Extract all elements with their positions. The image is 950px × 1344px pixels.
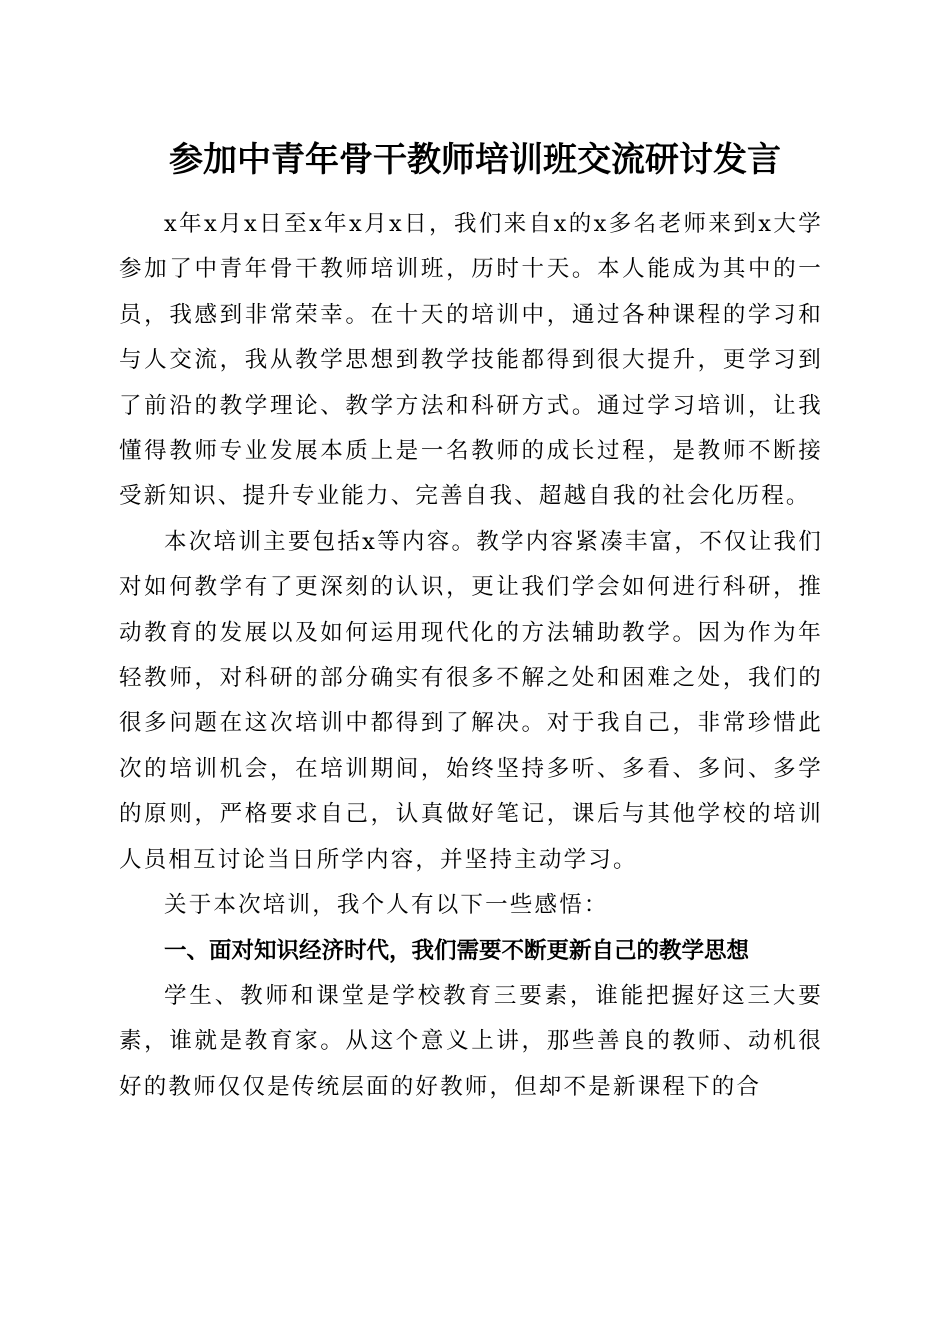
body-paragraph-intro: x年x月x日至x年x月x日，我们来自x的x多名老师来到x大学参加了中青年骨干教师培训班，历时十天。本人能成为其中的一员，我感到非常荣幸。在十天的培训中，通过各种课程的学习和与人交流，我从教学思想到教学技能都得到很大提升，更学习到了前沿的教学理论、教学方法和科研方式。通过学习培训，让我懂得教师专业发展本质上是一名教师的成长过程，是教师不断接受新知识、提升专业能力、完善自我、超越自我的社会化历程。 — [119, 211, 823, 510]
document-title: 参加中青年骨干教师培训班交流研讨发言 — [169, 140, 781, 180]
section-heading-1: 一、面对知识经济时代，我们需要不断更新自己的教学思想 — [164, 937, 750, 964]
body-paragraph-section-1: 学生、教师和课堂是学校教育三要素，谁能把握好这三大要素，谁就是教育家。从这个意义上讲，那些善良的教师、动机很好的教师仅仅是传统层面的好教师，但却不是新课程下的合 — [119, 982, 823, 1100]
body-paragraph-reflections-lead: 关于本次培训，我个人有以下一些感悟： — [164, 892, 609, 919]
body-paragraph-training-content: 本次培训主要包括x等内容。教学内容紧凑丰富，不仅让我们对如何教学有了更深刻的认识，更让我们学会如何进行科研，推动教育的发展以及如何运用现代化的方法辅助教学。因为作为年轻教师，对科研的部分确实有很多不解之处和困难之处，我们的很多问题在这次培训中都得到了解决。对于我自己，非常珍惜此次的培训机会，在培训期间，始终坚持多听、多看、多问、多学的原则，严格要求自己，认真做好笔记，课后与其他学校的培训人员相互讨论当日所学内容，并坚持主动学习。 — [119, 528, 823, 873]
document-body — [119, 202, 823, 1110]
